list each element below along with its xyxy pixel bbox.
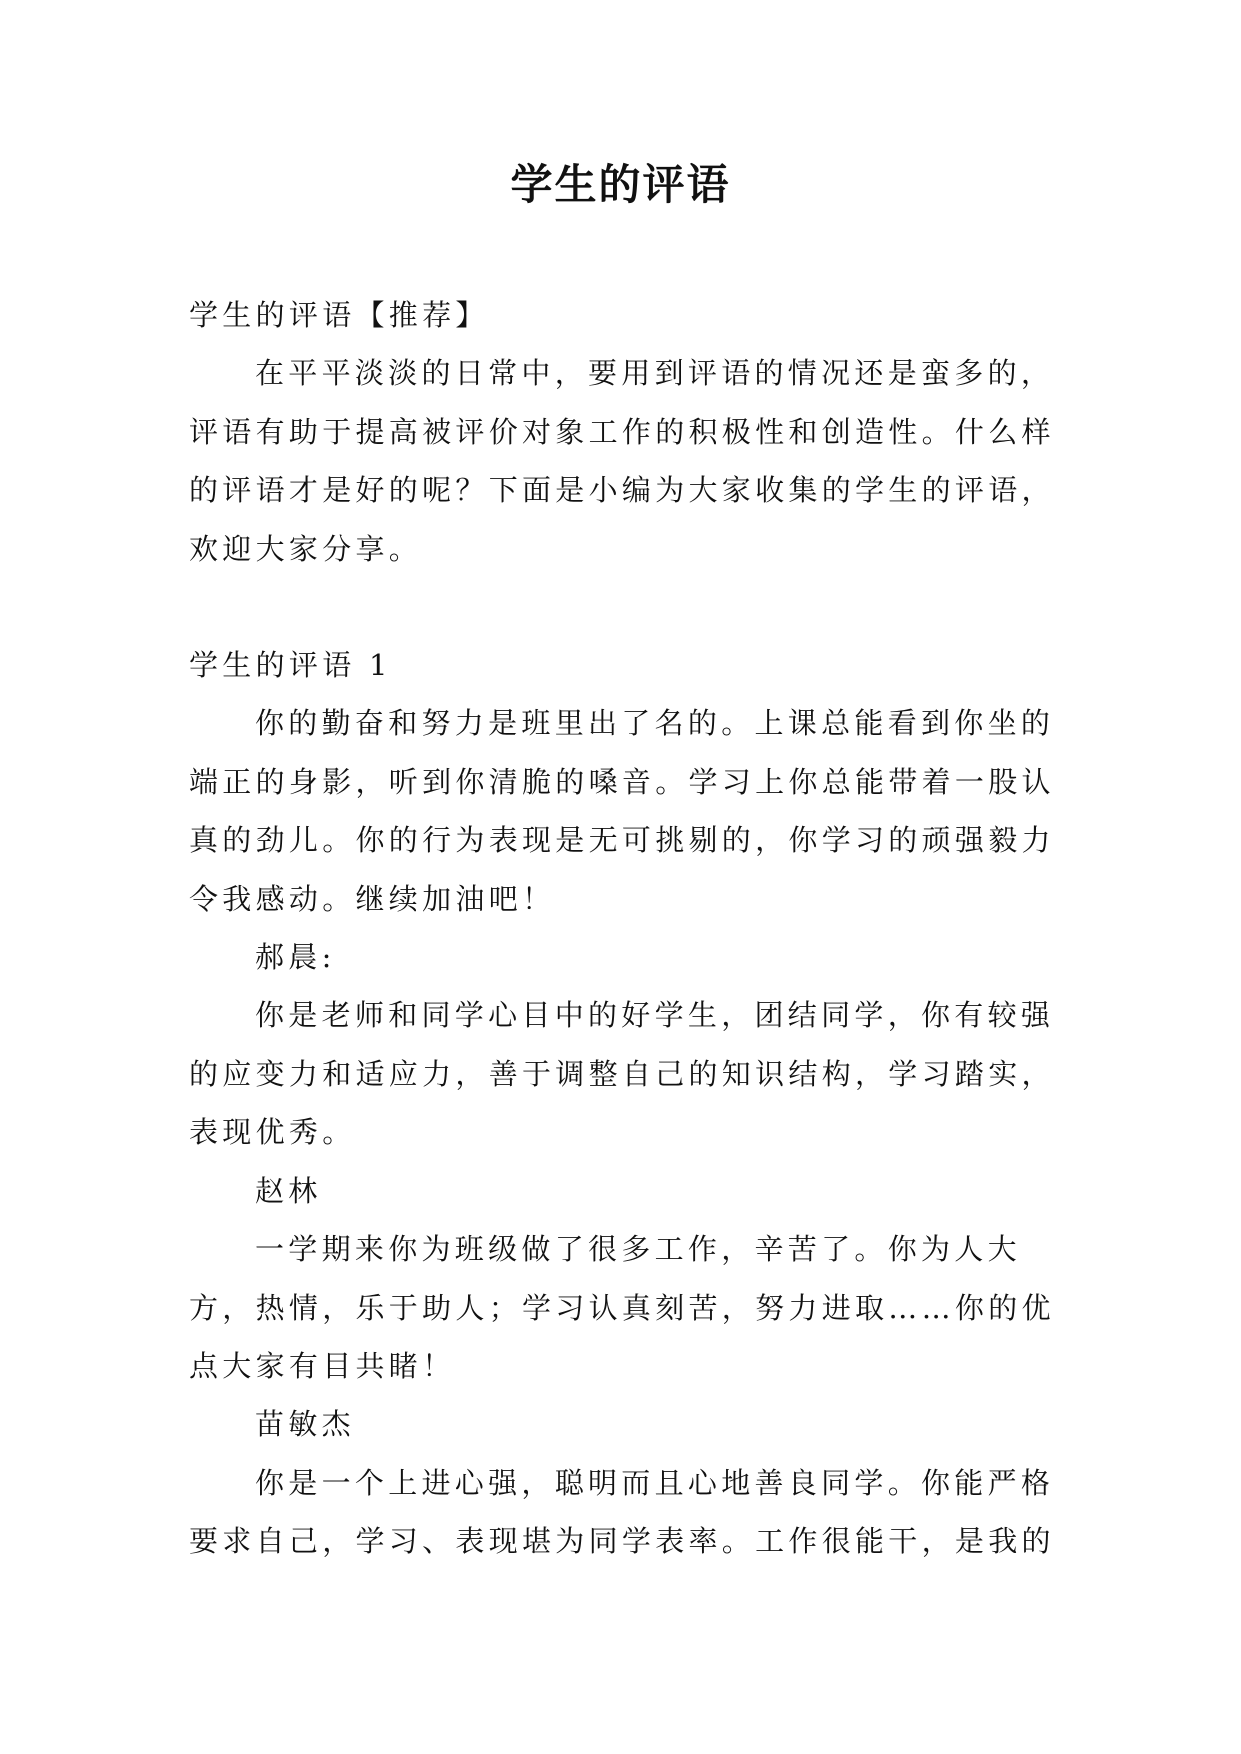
- document-body: [189, 286, 1059, 1571]
- comment-paragraph-4: 你是一个上进心强，聪明而且心地善良同学。你能严格要求自己，学习、表现堪为同学表率。工作很能干，是我的: [189, 1465, 1055, 1559]
- student-name-3: 苗敏杰: [255, 1407, 355, 1442]
- document-title: 学生的评语: [510, 160, 731, 209]
- intro-paragraph: 在平平淡淡的日常中，要用到评语的情况还是蛮多的，评语有助于提高被评价对象工作的积极性和创造性。什么样的评语才是好的呢？下面是小编为大家收集的学生的评语，欢迎大家分享。: [189, 356, 1055, 566]
- spacer: [189, 578, 1059, 636]
- comment-paragraph-2: 你是老师和同学心目中的好学生，团结同学，你有较强的应变力和适应力，善于调整自己的知识结构，学习踏实，表现优秀。: [189, 998, 1055, 1150]
- comment-paragraph-1: 你的勤奋和努力是班里出了名的。上课总能看到你坐的端正的身影，听到你清脆的嗓音。学习上你总能带着一股认真的劲儿。你的行为表现是无可挑剔的，你学习的顽强毅力令我感动。继续加油吧！: [189, 706, 1055, 916]
- student-name-1: 郝晨:: [255, 940, 336, 975]
- section-heading: 学生的评语 1: [189, 648, 392, 683]
- student-name-2: 赵林: [255, 1173, 322, 1208]
- subtitle: 学生的评语【推荐】: [189, 298, 489, 332]
- comment-paragraph-3: 一学期来你为班级做了很多工作，辛苦了。你为人大方，热情，乐于助人；学习认真刻苦，努力进取……你的优点大家有目共睹！: [189, 1232, 1055, 1383]
